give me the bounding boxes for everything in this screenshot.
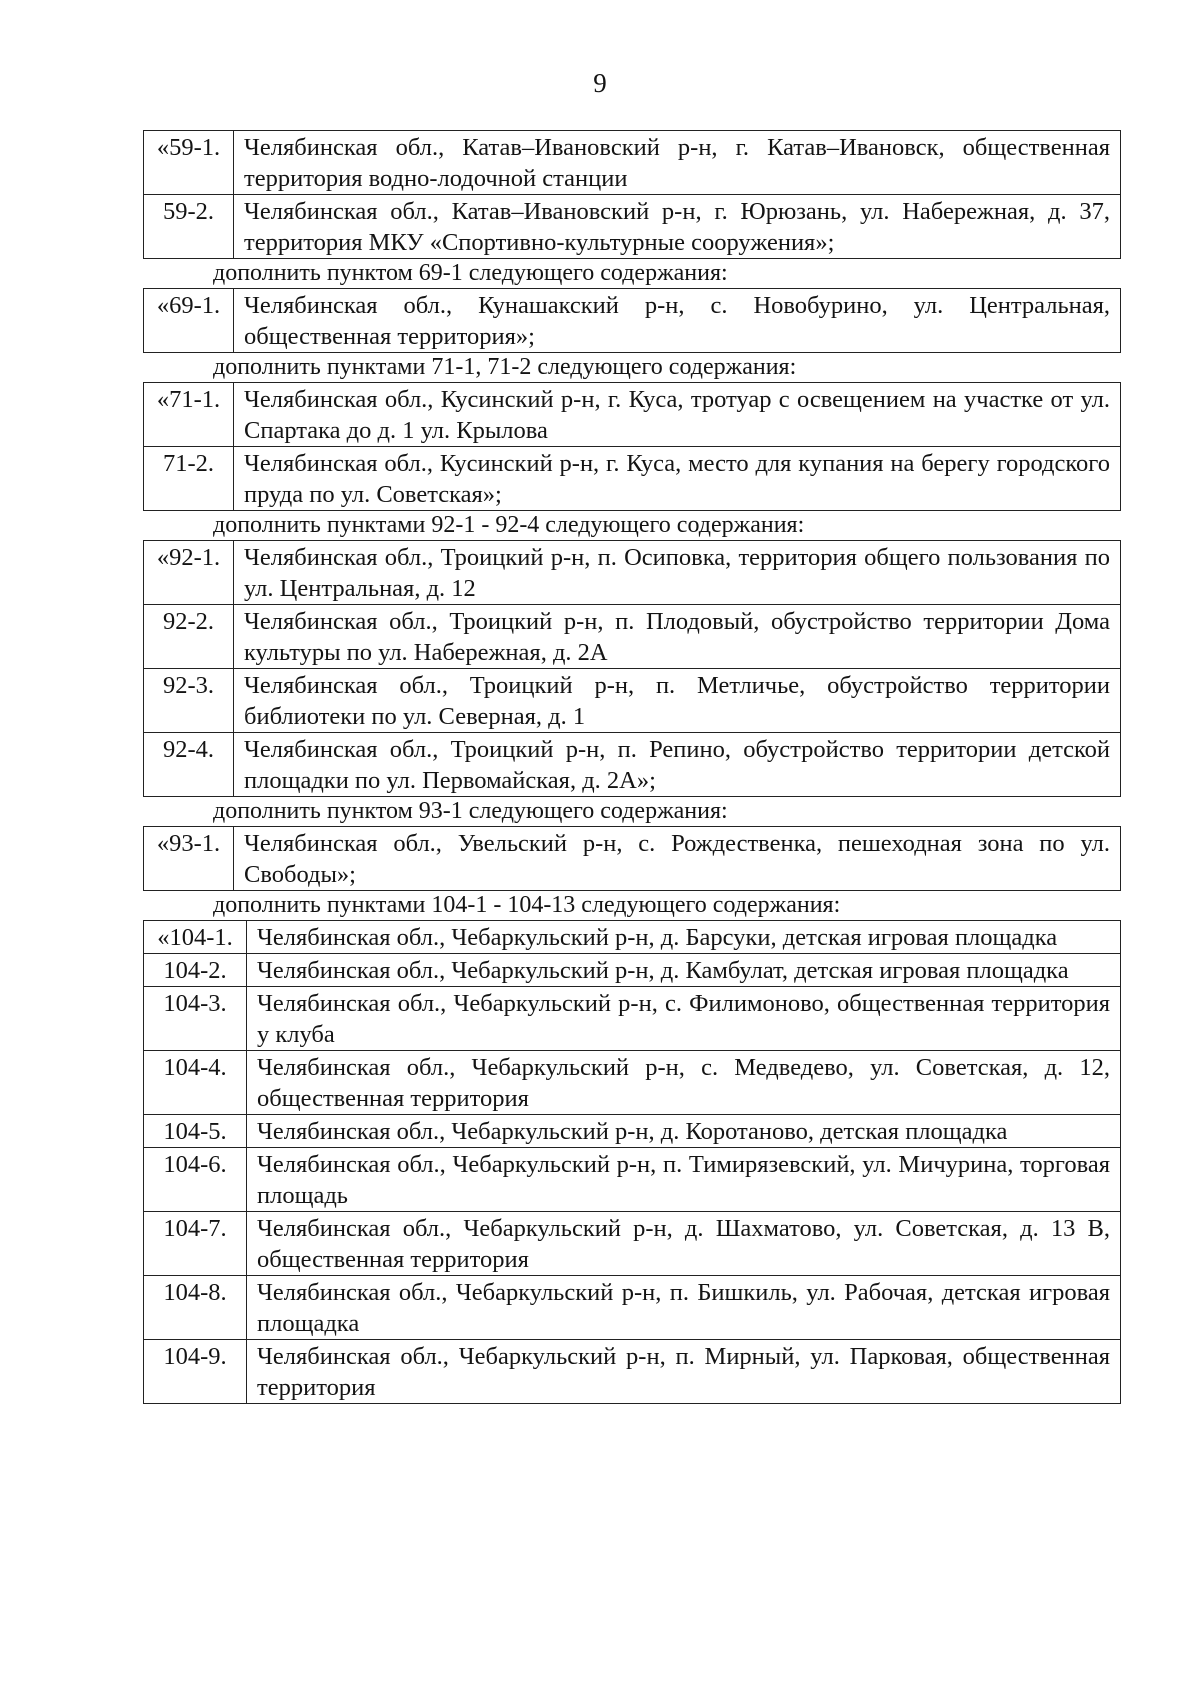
item-description: Челябинская обл., Троицкий р-н, п. Плодовый, обустройство территории Дома культуры по ул. Набережная, д. 2А — [234, 605, 1121, 669]
item-number: 104-8. — [144, 1276, 247, 1340]
amendment-intro: дополнить пунктами 104-1 - 104-13 следующего содержания: — [213, 892, 841, 918]
table-row — [144, 289, 1121, 353]
item-number: «69-1. — [144, 289, 234, 353]
item-description: Челябинская обл., Чебаркульский р-н, д. Коротаново, детская площадка — [247, 1115, 1121, 1148]
item-description: Челябинская обл., Чебаркульский р-н, д. Барсуки, детская игровая площадка — [247, 921, 1121, 954]
page-number: 9 — [593, 68, 607, 98]
table-row — [144, 1276, 1121, 1340]
item-number: 104-7. — [144, 1212, 247, 1276]
item-description: Челябинская обл., Чебаркульский р-н, д. Камбулат, детская игровая площадка — [247, 954, 1121, 987]
item-description: Челябинская обл., Чебаркульский р-н, с. Филимоново, общественная территория у клуба — [247, 987, 1121, 1051]
item-description: Челябинская обл., Чебаркульский р-н, д. Шахматово, ул. Советская, д. 13 В, общественная территория — [247, 1212, 1121, 1276]
table-row — [144, 921, 1121, 954]
table-row — [144, 1340, 1121, 1404]
item-description: Челябинская обл., Чебаркульский р-н, п. Мирный, ул. Парковая, общественная территория — [247, 1340, 1121, 1404]
item-description: Челябинская обл., Увельский р-н, с. Рождественка, пешеходная зона по ул. Свободы»; — [234, 827, 1121, 891]
item-number: 104-9. — [144, 1340, 247, 1404]
table-row — [144, 1148, 1121, 1212]
items-table — [143, 288, 1121, 353]
table-row — [144, 733, 1121, 797]
item-number: 104-4. — [144, 1051, 247, 1115]
table-row — [144, 827, 1121, 891]
item-number: 104-6. — [144, 1148, 247, 1212]
items-table — [143, 382, 1121, 511]
document-body — [143, 130, 1121, 1404]
table-row — [144, 383, 1121, 447]
table-row — [144, 447, 1121, 511]
item-description: Челябинская обл., Кусинский р-н, г. Куса, тротуар с освещением на участке от ул. Спартака до д. 1 ул. Крылова — [234, 383, 1121, 447]
item-number: «59-1. — [144, 131, 234, 195]
item-description: Челябинская обл., Чебаркульский р-н, п. Тимирязевский, ул. Мичурина, торговая площадь — [247, 1148, 1121, 1212]
item-number: 71-2. — [144, 447, 234, 511]
item-number: «71-1. — [144, 383, 234, 447]
items-table — [143, 130, 1121, 259]
table-row — [144, 131, 1121, 195]
item-description: Челябинская обл., Чебаркульский р-н, с. Медведево, ул. Советская, д. 12, общественная территория — [247, 1051, 1121, 1115]
amendment-intro: дополнить пунктом 93-1 следующего содержания: — [213, 798, 728, 824]
item-number: «93-1. — [144, 827, 234, 891]
table-row — [144, 1212, 1121, 1276]
table-row — [144, 987, 1121, 1051]
item-description: Челябинская обл., Кусинский р-н, г. Куса, место для купания на берегу городского пруда по ул. Советская»; — [234, 447, 1121, 511]
item-description: Челябинская обл., Троицкий р-н, п. Осиповка, территория общего пользования по ул. Центральная, д. 12 — [234, 541, 1121, 605]
item-description: Челябинская обл., Катав–Ивановский р-н, г. Юрюзань, ул. Набережная, д. 37, территория МКУ «Спортивно-культурные сооружения»; — [234, 195, 1121, 259]
table-row — [144, 1115, 1121, 1148]
item-number: 104-3. — [144, 987, 247, 1051]
table-row — [144, 605, 1121, 669]
item-description: Челябинская обл., Кунашакский р-н, с. Новобурино, ул. Центральная, общественная территория»; — [234, 289, 1121, 353]
item-number: 92-2. — [144, 605, 234, 669]
item-number: 104-5. — [144, 1115, 247, 1148]
items-table — [143, 920, 1121, 1404]
item-number: «92-1. — [144, 541, 234, 605]
table-row — [144, 195, 1121, 259]
table-row — [144, 1051, 1121, 1115]
item-description: Челябинская обл., Троицкий р-н, п. Репино, обустройство территории детской площадки по ул. Первомайская, д. 2А»; — [234, 733, 1121, 797]
table-row — [144, 669, 1121, 733]
table-row — [144, 954, 1121, 987]
item-number: 104-2. — [144, 954, 247, 987]
item-description: Челябинская обл., Троицкий р-н, п. Метличье, обустройство территории библиотеки по ул. Северная, д. 1 — [234, 669, 1121, 733]
item-number: 92-4. — [144, 733, 234, 797]
amendment-intro: дополнить пунктами 71-1, 71-2 следующего содержания: — [213, 354, 797, 380]
amendment-intro: дополнить пунктом 69-1 следующего содержания: — [213, 260, 728, 286]
table-row — [144, 541, 1121, 605]
items-table — [143, 540, 1121, 797]
item-number: 59-2. — [144, 195, 234, 259]
amendment-intro: дополнить пунктами 92-1 - 92-4 следующего содержания: — [213, 512, 805, 538]
item-description: Челябинская обл., Катав–Ивановский р-н, г. Катав–Ивановск, общественная территория водно-лодочной станции — [234, 131, 1121, 195]
item-number: 92-3. — [144, 669, 234, 733]
item-number: «104-1. — [144, 921, 247, 954]
item-description: Челябинская обл., Чебаркульский р-н, п. Бишкиль, ул. Рабочая, детская игровая площадка — [247, 1276, 1121, 1340]
items-table — [143, 826, 1121, 891]
